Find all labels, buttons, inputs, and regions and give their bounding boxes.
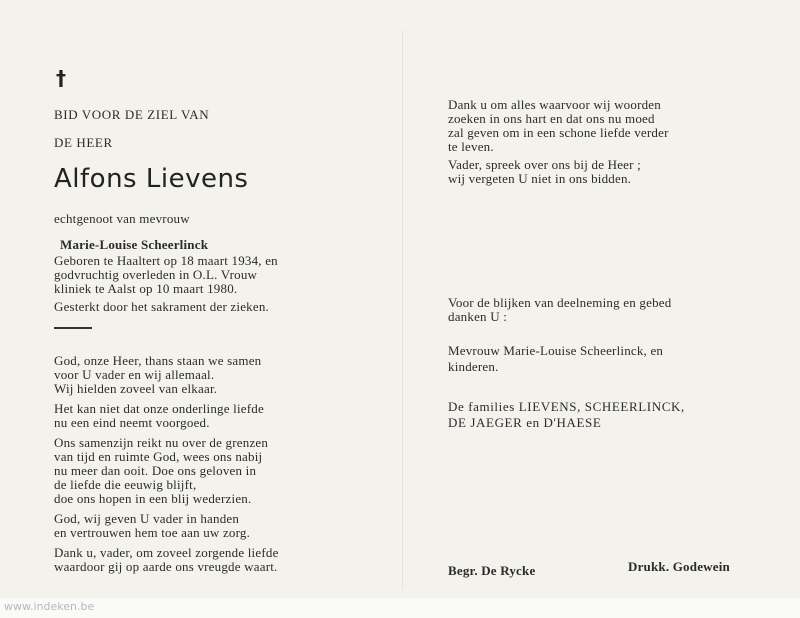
bio-line: kliniek te Aalst op 10 maart 1980. [54,281,238,296]
page-margin [0,598,800,618]
thanks-line: danken U : [448,309,508,324]
poem-line: doe ons hopen in een blij wederzien. [54,491,252,506]
poem-line: nu een eind neemt voorgoed. [54,415,210,430]
poem-line: God, wij geven U vader in handen [54,511,240,526]
deceased-name: Alfons Lievens [54,164,249,194]
families-line: DE JAEGER en D'HAESE [448,415,602,430]
prayer-line: zal geven om in een schone liefde verder [448,125,669,140]
prayer-line: Dank u om alles waarvoor wij woorden [448,97,661,112]
spouse-intro: echtgenoot van mevrouw [54,211,190,226]
prayer-line: zoeken in ons hart en dat ons nu moed [448,111,655,126]
bio-line: Gesterkt door het sakrament der zieken. [54,299,269,314]
heading-line-1: BID VOOR DE ZIEL VAN [54,107,210,122]
separator-rule [54,327,92,329]
thanks-line: Voor de blijken van deelneming en gebed [448,295,672,310]
bio-line: godvruchtig overleden in O.L. Vrouw [54,267,258,282]
family-line: Mevrouw Marie-Louise Scheerlinck, en [448,343,664,358]
families-line: De families LIEVENS, SCHEERLINCK, [448,399,685,414]
begrafenis-credit: Begr. De Rycke [448,563,536,578]
poem-line: Dank u, vader, om zoveel zorgende liefde [54,545,279,560]
printer-credit: Drukk. Godewein [628,559,730,574]
poem-line: nu meer dan ooit. Doe ons geloven in [54,463,257,478]
poem-line: van tijd en ruimte God, wees ons nabij [54,449,263,464]
poem-line: God, onze Heer, thans staan we samen [54,353,262,368]
card-fold [402,30,403,590]
bio-line: Geboren te Haaltert op 18 maart 1934, en [54,253,278,268]
poem-line: waardoor gij op aarde ons vreugde waart. [54,559,278,574]
family-line: kinderen. [448,359,499,374]
spouse-name: Marie-Louise Scheerlinck [60,237,209,252]
poem-line: Wij hielden zoveel van elkaar. [54,381,218,396]
site-watermark: www.indeken.be [4,600,95,613]
poem-line: Ons samenzijn reikt nu over de grenzen [54,435,269,450]
prayer-line: wij vergeten U niet in ons bidden. [448,171,632,186]
poem-line: voor U vader en wij allemaal. [54,367,215,382]
poem-line: en vertrouwen hem toe aan uw zorg. [54,525,251,540]
poem-line: Het kan niet dat onze onderlinge liefde [54,401,264,416]
prayer-line: Vader, spreek over ons bij de Heer ; [448,157,641,172]
poem-line: de liefde die eeuwig blijft, [54,477,197,492]
cross-symbol: † [56,66,66,90]
prayer-line: te leven. [448,139,494,154]
heading-line-2: DE HEER [54,135,113,150]
